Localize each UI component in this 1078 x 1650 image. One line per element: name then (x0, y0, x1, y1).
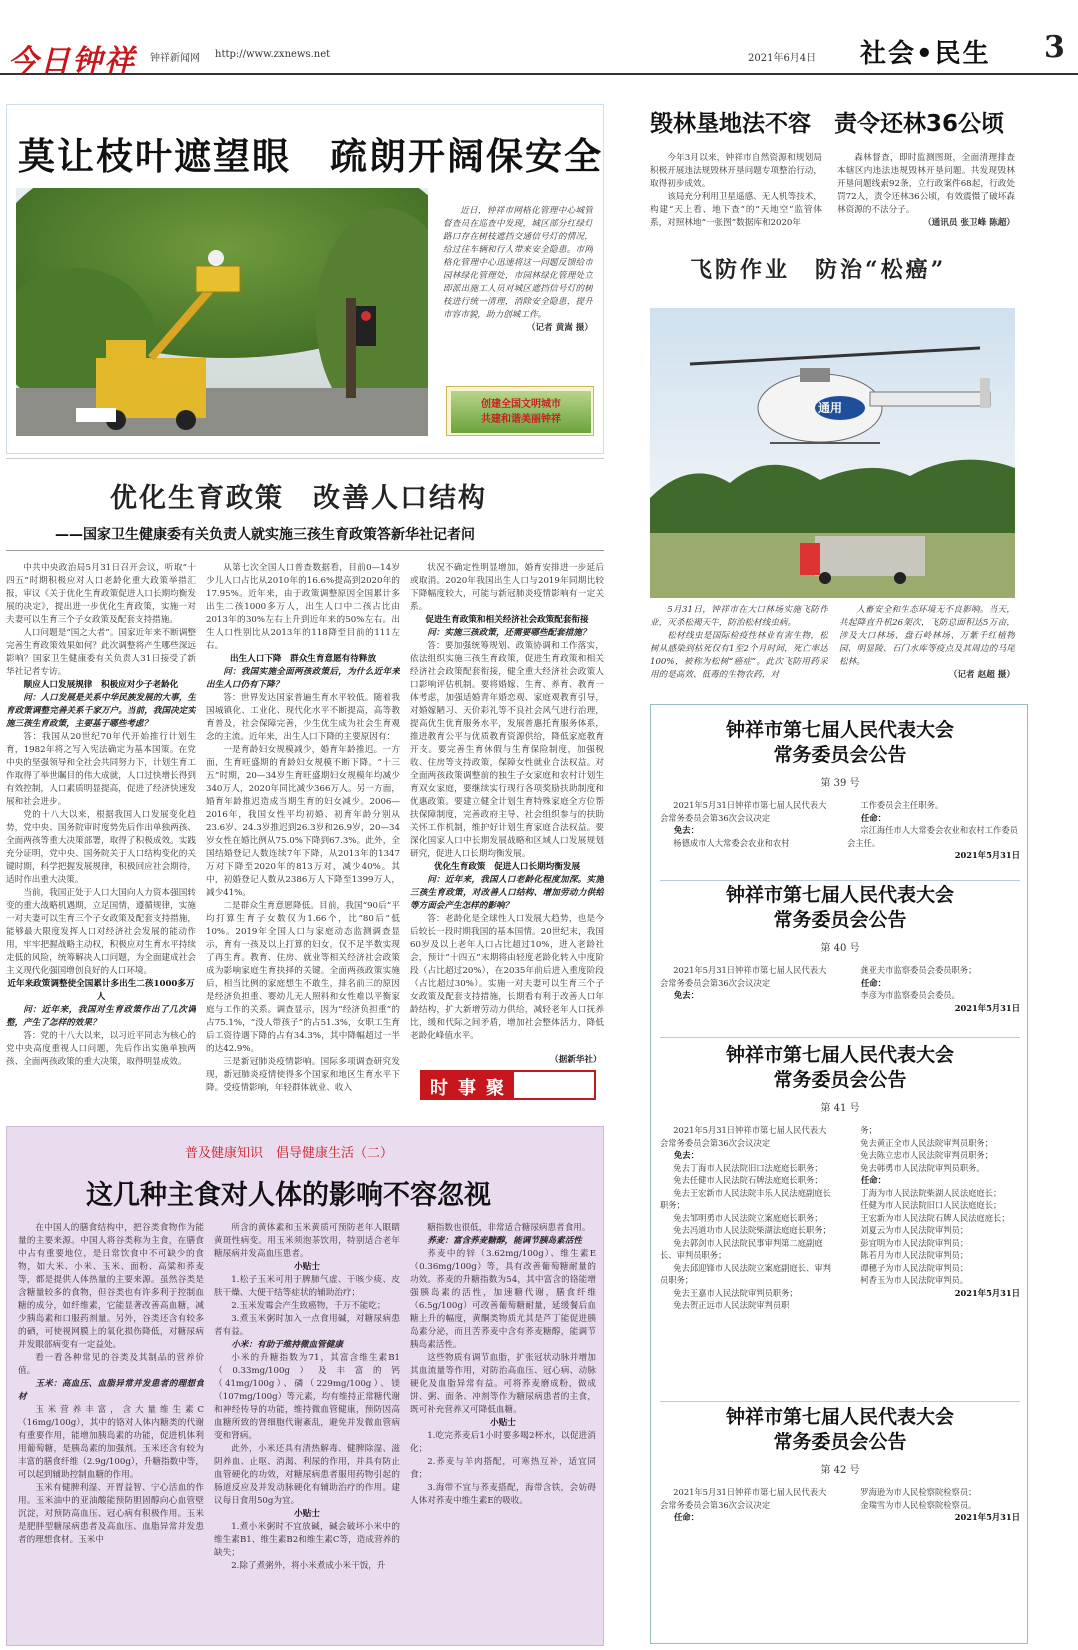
question-paragraph: 问：近年来，我国对生育政策作出了几次调整，产生了怎样的效果？ (6, 1005, 196, 1028)
announcement-number: 第 39 号 (820, 778, 860, 789)
forest-story-col2: 森林督查，即时监测图斑，全面清理排查本辖区内违法违规毁林开垦问题。共发现毁林开垦问题线索92条，立行政案件68起，行政处罚72人，责令还林36公顷，有效震慑了破坏森林资源的不法分子。 （通讯员 张卫峰 陈超） (837, 153, 1015, 228)
announcement-date: 2021年5月31日 (954, 850, 1020, 860)
paragraph: 2.荞麦与羊肉搭配，可寒热互补，适宜同食； (410, 1457, 596, 1480)
announcement-line: 免去王宏新市人民法院丰乐人民法庭副庭长职务； (660, 1187, 831, 1210)
policy-col3 (410, 562, 604, 1072)
announcement-title: 钟祥市第七届人民代表大会 (725, 719, 954, 741)
question-paragraph: 小米：有助于维持微血管健康 (231, 1340, 343, 1350)
heli-caption-col2: 人畜安全和生态环境无不良影响。当天，共起降直升机26架次，飞防总面积达5万亩，涉及大口林场、盘石岭林场、万紫千红植物园、明显陵、石门水库等疫点及其周边的马尾松林。 （记者 赵超 摄） (839, 605, 1015, 680)
announcement-label: 免去： (674, 825, 699, 835)
announcement-line: 务； (860, 1125, 877, 1135)
paragraph: 1.松子玉米可用于脾肺气虚、干咳少痰、皮肤干燥、大便干结等症状的辅助治疗； (214, 1275, 400, 1298)
announcement-line: 任健为市人民法院旧口人民法庭庭长； (860, 1200, 1002, 1210)
newspaper-logo: 今日钟祥 (8, 44, 136, 79)
section-subhead: 顺应人口发展规律 积极应对少子老龄化 (23, 680, 179, 690)
paragraph: 1.煮小米粥时不宜放碱，碱会破坏小米中的维生素B1、维生素B2和维生素C等，造成营养的缺失； (214, 1522, 400, 1558)
page-number: 3 (1044, 30, 1065, 65)
announcement-subtitle: 常务委员会公告 (773, 909, 907, 931)
health-headline: 这几种主食对人体的影响不容忽视 (86, 1180, 491, 1211)
paragraph: 3.海带不宜与荞麦搭配，海带含铁，会妨碍人体对荞麦中维生素E的吸收。 (410, 1483, 596, 1506)
paragraph: 中共中央政治局5月31日召开会议，听取“十四五”时期积极应对人口老龄化重大政策举措汇报，审议《关于优化生育政策促进人口长期均衡发展的决定》，提出进一步优化生育政策，实施一对夫妻可以生育三个子女政策及配套支持措施。 (6, 563, 196, 625)
health-col2 (214, 1222, 400, 1642)
announcement-line: 刘夏云为市人民法院审判员； (860, 1225, 969, 1235)
announcement-label: 任命： (861, 1175, 886, 1185)
paragraph: 人口问题是“国之大者”。国家近年来不断调整完善生育政策效果如何？此次调整将产生哪些深远影响？国家卫生健康委有关负责人31日接受了新华社记者专访。 (6, 628, 196, 677)
announcement-line: 免去任健市人民法院石牌法庭庭长职务； (673, 1175, 823, 1185)
announcement-line: 宗江海任市人大常委会农业和农村工作委员会主任。 (847, 825, 1018, 848)
paragraph: 玉米有健脾利湿、开胃益智、宁心活血的作用。玉米油中的亚油酸能预防胆固醇向心血管壁沉淀，对预防高血压、冠心病有积极作用。玉米是肥胖型糖尿病患者及高血压、血脂异常并发患者的理想食材。玉米中 (18, 1483, 204, 1545)
site-name: 钟祥新闻网 (150, 53, 200, 64)
heli-caption-col1: 5月31日，钟祥市在大口林场实施飞防作业，灭杀松褐天牛，防治松材线虫病。 松材线虫是国际检疫性林业有害生物，松树从感染到枯死仅有1至2个月时间，死亡率达100%，被称为松树“癌症”。此次飞防用药采用的是高效、低毒的生物农药，对 (650, 605, 828, 680)
announcement-date: 2021年5月31日 (954, 1287, 1020, 1298)
question-paragraph: 荞麦：富含荞麦糖醇，能调节胰岛素活性 (427, 1236, 582, 1246)
announcement-3 (660, 1043, 1020, 1399)
policy-col1 (6, 562, 196, 1102)
announcement-label: 任命： (674, 1512, 699, 1522)
paragraph: 二是群众生育意愿降低。目前，我国“90后”平均打算生育子女数仅为1.66个，比“80后”低10%。2019年全国人口与家庭动态监测调查显示，育有一孩及以上打算的妇女，仅不足半数实现了再生育。教育、住房、就业等相关经济社会政策成为影响家庭生育抉择的关键。全面两孩政策实施后，相当比例的家庭想生不敢生，排名前三的原因是经济负担重、婴幼儿无人照料和女性难以平衡家庭与工作的关系。调查显示，因为“经济负担重”的占75.1%，“没人带孩子”的占51.3%，女职工生育后工资待遇下降的占有34.3%，其中降幅超过一半的达42.9%。 (206, 901, 400, 1054)
announcement-line: 陈若月为市人民法院审判员； (860, 1250, 969, 1260)
paragraph: 小米的升糖指数为71，其富含维生素B1（0.33mg/100g）及丰富的钙（41mg/100g）、磷（229mg/100g）、镁（107mg/100g）等元素，均有维持正常糖代谢和神经传导的功能，维持微血管健康，预防因高血糖所致的肾细胞代谢紊乱，避免并发微血管病变和肾病。 (214, 1353, 400, 1441)
announcement-line: 免去郭剑市人民法院民事审判第二庭副庭长、审判员职务； (660, 1237, 823, 1260)
announcement-line: 2021年5月31日钟祥市第七届人民代表大会常务委员会第36次会议决定 (660, 1487, 827, 1510)
announcement-subtitle: 常务委员会公告 (773, 1069, 907, 1091)
announcement-number: 第 41 号 (820, 1103, 860, 1114)
divider (6, 550, 604, 551)
section-title: 社会•民生 (860, 39, 991, 69)
question-paragraph: 问：近年来，我国人口老龄化程度加深。实施三孩生育政策，对改善人口结构、增加劳动力供给等方面会产生怎样的影响？ (410, 875, 604, 911)
paragraph: 当前，我国正处于人口大国向人力资本强国转变的重大战略机遇期，立足国情，遵循规律，实施一对夫妻可以生育三个子女政策及配套支持措施，能够最大限度发挥人口对经济社会发展的能动作用，牢牢把握战略主动权，积极应对生育水平持续走低的风险，统筹解决人口问题，为全面建成社会主义现代化强国增创良好的人口环境。 (6, 888, 196, 976)
policy-credit: （据新华社） (550, 1055, 602, 1065)
announcement-label: 任命： (861, 977, 886, 988)
question-paragraph: 问：我国实施全面两孩政策后，为什么近年来出生人口仍有下降？ (206, 667, 400, 690)
site-url[interactable]: http://www.zxnews.net (215, 49, 331, 60)
announcement-line: 龚亚夫市监察委员会委员职务； (860, 965, 977, 975)
paragraph: 所含的黄体素和玉米黄质可预防老年人眼睛黄斑性病变。用玉米须泡茶饮用，特别适合老年糖尿病并发高血压患者。 (214, 1223, 400, 1259)
announcement-left-column (660, 799, 833, 862)
announcement-left-column (660, 1124, 833, 1312)
section-subhead: 小贴士 (294, 1509, 320, 1519)
paragraph: 看一看各种常见的谷类及其制品的营养价值。 (18, 1353, 204, 1376)
announcement-right-column (847, 1124, 1020, 1312)
announcement-line: 杨德成市人大常委会农业和农村 (673, 837, 790, 848)
policy-subhead: ——国家卫生健康委有关负责人就实施三孩生育政策答新华社记者问 (55, 527, 475, 543)
announcement-date: 2021年5月31日 (954, 1512, 1020, 1522)
announcement-line: 免去王嘉市人民法院审判员职务； (673, 1287, 798, 1298)
paragraph: 在中国人的膳食结构中，把谷类食物作为能量的主要来源。中国人将谷类称为主食，在膳食中占有重要地位，是日常饮食中不可缺少的食物，如大米、小米、玉米、面粉、高粱和荞麦等，都是提供人体热量的主要来源。虽然谷类是含糖量较多的食物，但谷类也有许多利于控制血糖的成分，如纤维素，它能显著改善高血糖，减少胰岛素和口服药剂量。另外，谷类还含有较多的硒，可使视网膜上的氧化损伤降低，对糖尿病并发眼部病变有一定益处。 (18, 1223, 204, 1350)
announcement-subtitle: 常务委员会公告 (773, 1431, 907, 1453)
announcement-left-column (660, 1486, 833, 1524)
tree-story-caption: 近日，钟祥市网格化管理中心城管督查员在巡查中发现，城区部分红绿灯路口存在树枝遮挡交通信号灯的情况，给过往车辆和行人带来安全隐患。市网格化管理中心迅速将这一问题反馈给市园林绿化管理处，市园林绿化管理处立即派出施工人员对城区遮挡信号灯的树枝进行统一清理，消除安全隐患，提升市容市貌，助力创城工作。 （记者 黄嵩 摄） (443, 206, 593, 333)
paragraph: 玉米营养丰富，含大量维生素C（16mg/100g），其中的铬对人体内糖类的代谢有重要作用，能增加胰岛素的功能，促进机体利用葡萄糖，是胰岛素的加强剂。玉米还含有较为丰富的膳食纤维（2.9g/100g），升糖指数中等，可以起到辅助控制血糖的作用。 (18, 1405, 204, 1480)
announcement-line: 免去丁海市人民法院旧口法庭庭长职务； (673, 1162, 823, 1173)
current-affairs-badge: 时事聚焦 (420, 1070, 596, 1100)
health-kicker: 普及健康知识 倡导健康生活（二） (185, 1146, 394, 1161)
announcement-line: 罗海逊为市人民检察院检察员； (860, 1487, 977, 1497)
announcement-4 (660, 1405, 1020, 1637)
paragraph: 从第七次全国人口普查数据看，目前0—14岁少儿人口占比从2010年的16.6%提高到2020年的17.95%。近年来，由于政策调整原因全国累计多出生二孩1000多万人，出生人口中二孩占比由2013年的30%左右上升到近年来的50%左右。出生人口性别比从2013年的118降至目前的111左右。 (206, 563, 400, 651)
paragraph: 答：党的十八大以来，以习近平同志为核心的党中央高度重视人口问题，先后作出实施单独两孩、全面两孩政策的重大决策，取得明显成效。 (6, 1031, 196, 1067)
paragraph: 2.除了煮粥外，将小米煮成小米干饭，升 (231, 1561, 386, 1571)
announcement-title: 钟祥市第七届人民代表大会 (725, 1406, 954, 1428)
announcement-right-column (847, 1486, 1020, 1524)
question-paragraph: 问：实施三孩政策，还需要哪些配套措施？ (427, 628, 591, 638)
paragraph: 答：要加强统筹规划、政策协调和工作落实，依法组织实施三孩生育政策，促进生育政策和相关经济社会政策配套衔接，健全重大经济社会政策人口影响评估机制。要将婚嫁、生育、养育、教育一体考虑，加强适婚青年婚恋观、家庭观教育引导，对婚嫁陋习、天价彩礼等不良社会风气进行治理，提高优生优育服务水平，发展普惠托育服务体系，推进教育公平与优质教育资源供给，降低家庭教育开支。要完善生育休假与生育保险制度，加强税收、住房等支持政策，保障女性就业合法权益。对全面两孩政策调整前的独生子女家庭和农村计划生育双女家庭，要继续实行现行各项奖励扶助制度和优惠政策。要建立健全计划生育特殊家庭全方位帮扶保障制度，完善政府主导、社会组织参与的扶助关怀工作机制，维护好计划生育家庭合法权益。要深化国家人口中长期发展战略和区域人口发展规划研究，促进人口长期均衡发展。 (410, 641, 604, 859)
paragraph: 糖指数也很低，非常适合糖尿病患者食用。 (427, 1223, 591, 1233)
tree-trimming-photo (16, 188, 428, 436)
announcement-line: 王宏新为市人民法院石牌人民法庭庭长； (860, 1212, 1010, 1223)
paragraph: 答：世界发达国家普遍生育水平较低。随着我国城镇化、工业化、现代化水平不断提高，高等教育普及，社会保障完善，少生优生成为社会生育观念的主流。近年来，出生人口下降的主要原因有： (206, 693, 400, 742)
section-subhead: 出生人口下降 群众生育意愿有待释放 (229, 654, 377, 664)
announcement-title: 钟祥市第七届人民代表大会 (725, 1044, 954, 1066)
announcement-line: 彭宜明为市人民法院审判员； (860, 1237, 969, 1248)
paragraph: 一是育龄妇女规模减少，婚育年龄推迟。一方面，生育旺盛期的育龄妇女规模不断下降。“十三五”时期，20—34岁生育旺盛期妇女规模年均减少340万人，2020年同比减少366万人。另一方面，婚育年龄推迟造成当期生育的妇女减少。2006—2016年，我国女性平均初婚、初育年龄分别从23.6岁、24.3岁推迟到26.3岁和26.9岁，20—34岁女性在婚比例从75.0%下降到67.3%。此外，全国结婚登记人数连续7年下降，从2013年的1347万对下降至2020年的813万对，减少40%。其中，初婚登记人数从2386万人下降至1399万人，减少41%。 (206, 745, 400, 898)
paragraph: 状况不确定性明显增加，婚育安排进一步延后或取消。2020年我国出生人口与2019年同期比较下降幅度较大，可能与新冠肺炎疫情影响有一定关系。 (410, 563, 604, 612)
paragraph: 3.煮玉米粥时加入一点食用碱，对糖尿病患者有益。 (214, 1314, 400, 1337)
health-col1 (18, 1222, 204, 1642)
civilized-city-badge: 创建全国文明城市 共建和谐美丽钟祥 (446, 386, 594, 436)
announcement-line: 谭穗子为市人民法院审判员； (860, 1262, 969, 1273)
policy-col2 (206, 562, 400, 1102)
divider (660, 1037, 1020, 1038)
announcement-right-column (847, 964, 1020, 1014)
announcement-line: 2021年5月31日钟祥市第七届人民代表大会常务委员会第36次会议决定 (660, 800, 827, 823)
paragraph: 荞麦中的锌（3.62mg/100g）、维生素E（0.36mg/100g）等，具有改善葡萄糖耐量的功效。荞麦的升糖指数为54，其中富含的铬能增强胰岛素的活性，加速糖代谢，膳食纤维（6.5g/100g）可改善葡萄糖耐量，延缓餐后血糖上升的幅度，黄酮类物质尤其是芦丁能促进胰岛素分泌，而且苦荞麦中含有荞麦糖醇，能调节胰岛素活性。 (410, 1249, 596, 1350)
announcement-line: 免去黄正全市人民法院审判员职务； (860, 1137, 994, 1148)
section-subhead: 优化生育政策 促进人口长期均衡发展 (433, 862, 581, 872)
announcement-line: 柯香玉为市人民法院审判员。 (860, 1275, 969, 1285)
section-subhead: 近年来政策调整使全国累计多出生二孩1000多万人 (7, 979, 195, 1002)
divider (660, 880, 1020, 881)
announcement-2 (660, 883, 1020, 1035)
announcement-line: 金瑞雪为市人民检察院检察员。 (860, 1499, 977, 1510)
section-subhead: 小贴士 (490, 1418, 516, 1428)
announcement-number: 第 42 号 (820, 1465, 860, 1476)
paragraph: 此外，小米还具有清热解毒、健脾除湿、滋阴养血、止呕、消渴、利尿的作用，并具有防止血管硬化的功效，对糖尿病患者服用药物引起的肠道反应及并发动脉硬化有辅助治疗的作用。建议每日食用50g为宜。 (214, 1444, 400, 1506)
divider (660, 1401, 1020, 1402)
announcement-label: 免去： (674, 1150, 699, 1160)
section-subhead: 促进生育政策和相关经济社会政策配套衔接 (425, 615, 589, 625)
paragraph: 这些物质有调节血脂，扩张冠状动脉并增加其血流量等作用，对防治高血压、冠心病、动脉硬化及血脂异常有益。可将荞麦磨成粉，做成饼、粥、面条、冲剂等作为糖尿病患者的主食，既可补充营养又可降低血糖。 (410, 1353, 596, 1415)
paragraph: 答：我国从20世纪70年代开始推行计划生育，1982年将之写入宪法确定为基本国策。在党中央的坚强领导和全社会共同努力下，计划生育工作取得了举世瞩目的伟大成就，人口过快增长得到有效控制，人口素质明显提高，促进了经济快速发展和社会进步。 (6, 732, 196, 807)
announcement-line: 免去冯道功市人民法院柴湖法庭庭长职务； (673, 1225, 831, 1235)
announcement-subtitle: 常务委员会公告 (773, 744, 907, 766)
paragraph: 党的十八大以来，根据我国人口发展变化趋势，党中央、国务院审时度势先后作出单独两孩、全面两孩等重大决策部署，取得了积极成效。实践充分证明，党中央、国务院关于人口结构变化的关键时期，科学把握发展规律，积极回应社会期待，适时作出重大决策。 (6, 810, 196, 885)
announcement-label: 免去： (674, 990, 699, 1000)
svg-text:通用: 通用 (818, 401, 843, 415)
announcement-line: 免去陈立忠市人民法院审判员职务； (860, 1150, 994, 1160)
tree-story-headline: 莫让枝叶遮望眼 疏朗开阔保安全 (18, 135, 603, 178)
announcement-date: 2021年5月31日 (954, 1002, 1020, 1013)
paragraph: 三是新冠肺炎疫情影响。国际多项调查研究发现，新冠肺炎疫情使得多个国家和地区生育水平下降。受疫情影响，年轻群体就业、收入 (206, 1057, 400, 1093)
announcement-number: 第 40 号 (820, 943, 860, 954)
divider (6, 458, 604, 459)
forest-story-col1: 今年3月以来，钟祥市自然资源和规划局积极开展违法规毁林开垦问题专项整治行动，取得初步成效。 该局充分利用卫星遥感、无人机等技术，构建“天上看、地下查”的“天地空”监管体系，对照林地“一张图”数据库和2020年 (650, 153, 822, 228)
health-col3 (410, 1222, 596, 1642)
announcement-line: 免去邹明勇市人民法院立案庭庭长职务； (673, 1212, 823, 1223)
announcement-right-column (847, 799, 1020, 862)
announcement-1 (660, 718, 1020, 878)
announcement-label: 任命： (861, 812, 886, 823)
question-paragraph: 玉米：高血压、血脂异常并发患者的理想食材 (18, 1379, 204, 1402)
paragraph: 答：老龄化是全球性人口发展大趋势，也是今后较长一段时期我国的基本国情。20世纪末，我国60岁及以上老年人口占比超过10%，进入老龄社会，预计“十四五”末期将由轻度老龄化转入中度阶段（占比超过20%），在2035年前后进入重度阶段（占比超过30%）。实施一对夫妻可以生育三个子女政策及配套支持措施，长期看有利于改善人口年龄结构，扩大新增劳动力供给，减轻老年人口抚养比，缓和代际之间矛盾，增加社会整体活力，降低老龄化峰值水平。 (410, 914, 604, 1041)
announcement-line: 丁海为市人民法院柴湖人民法庭庭长； (860, 1187, 1002, 1198)
section-subhead: 小贴士 (294, 1262, 320, 1272)
paragraph: 2.玉米发霉会产生致癌物，千万不能吃； (231, 1301, 386, 1311)
announcement-title: 钟祥市第七届人民代表大会 (725, 884, 954, 906)
announcement-line: 免去贺正远市人民法院审判员职 (673, 1300, 790, 1310)
paragraph: 1.吃完荞麦后1小时要多喝2杯水，以促进消化； (410, 1431, 596, 1454)
announcement-line: 2021年5月31日钟祥市第七届人民代表大会常务委员会第36次会议决定 (660, 1125, 827, 1148)
question-paragraph: 问：人口发展是关系中华民族发展的大事，生育政策调整完善关系千家万户。当前，我国决定实施三孩生育政策，主要基于哪些考虑？ (6, 693, 196, 729)
heli-story-headline: 飞防作业 防治“松癌” (690, 257, 947, 283)
forest-story-headline: 毁林垦地法不容 责令还林36公顷 (650, 111, 1005, 137)
policy-headline: 优化生育政策 改善人口结构 (110, 483, 487, 514)
announcement-line: 免去邱迎锋市人民法院立案庭副庭长、审判员职务； (660, 1262, 831, 1285)
helicopter-photo (650, 308, 1015, 598)
announcement-line: 免去韩勇市人民法院审判员职务。 (860, 1162, 985, 1173)
announcement-line: 2021年5月31日钟祥市第七届人民代表大会常务委员会第36次会议决定 (660, 965, 827, 988)
announcement-left-column (660, 964, 833, 1014)
announcement-line: 李彦为市监察委员会委员。 (860, 990, 960, 1000)
announcement-line: 工作委员会主任职务。 (860, 800, 944, 810)
issue-date: 2021年6月4日 (748, 53, 817, 64)
